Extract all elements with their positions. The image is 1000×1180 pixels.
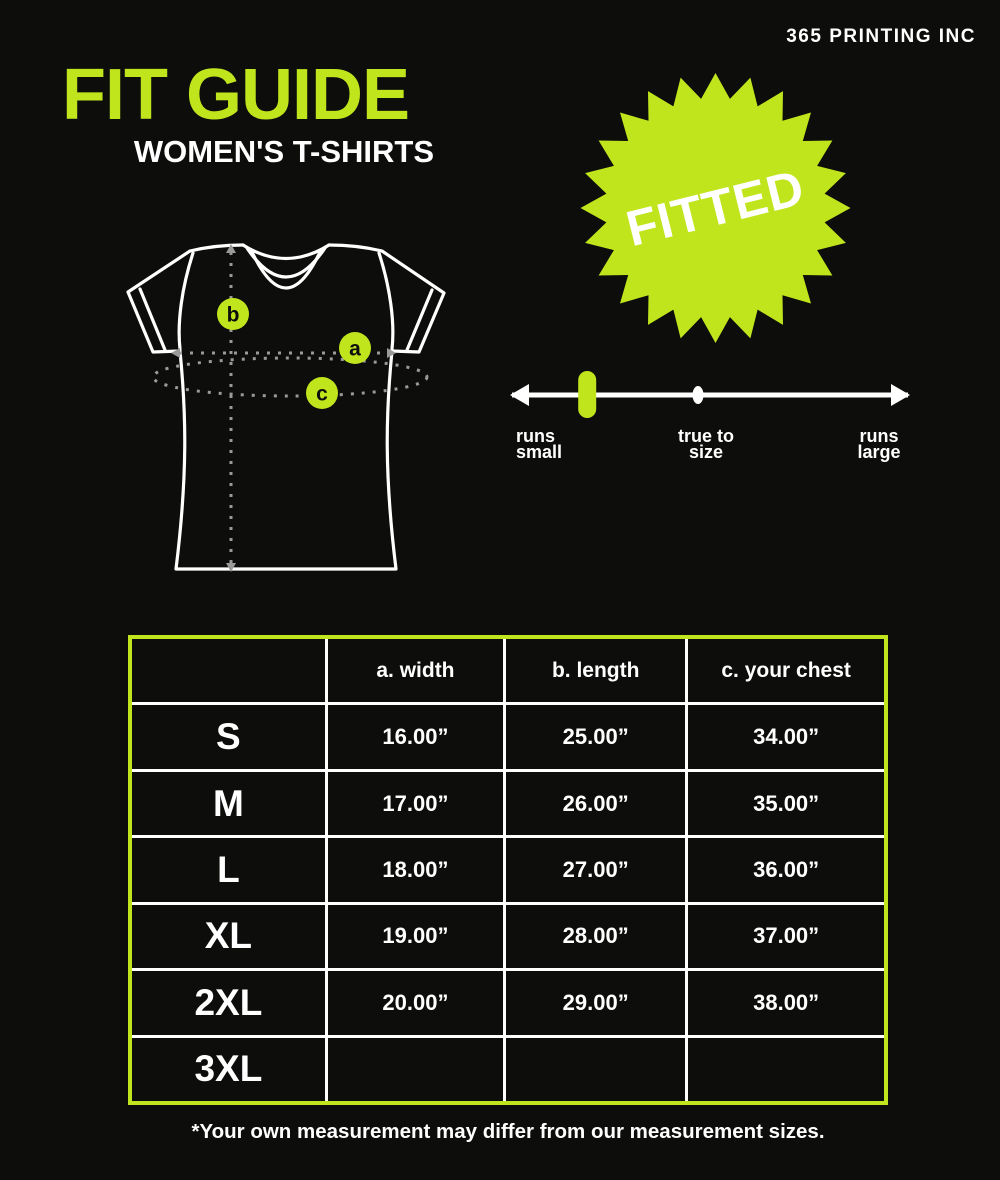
size-label: M	[132, 772, 325, 835]
page-title: FIT GUIDE	[62, 55, 409, 135]
chest-col-header: c. your chest	[688, 639, 884, 702]
chest-value: 35.00”	[688, 772, 884, 835]
size-label: L	[132, 838, 325, 901]
length-value: 28.00”	[506, 905, 685, 968]
tshirt-cuff-line-right	[407, 290, 432, 350]
size-label: S	[132, 705, 325, 768]
chest-value: 38.00”	[688, 971, 884, 1034]
scale-label-runs-large	[824, 426, 934, 462]
marker-b-label: b	[226, 303, 240, 327]
width-value: 18.00”	[328, 838, 503, 901]
width-value: 17.00”	[328, 772, 503, 835]
scale-label-line: large	[857, 441, 901, 462]
page-subtitle: WOMEN'S T-SHIRTS	[133, 134, 434, 169]
chest-measure-ellipse	[153, 358, 427, 396]
tshirt-diagram	[113, 222, 453, 577]
size-label: XL	[132, 905, 325, 968]
fitted-badge	[578, 68, 853, 348]
width-value: 16.00”	[328, 705, 503, 768]
length-value: 26.00”	[506, 772, 685, 835]
scale-marker	[578, 371, 596, 418]
scale-center-dot	[693, 386, 704, 404]
badge-label: FITTED	[620, 158, 811, 258]
arrow-left	[171, 348, 180, 358]
company-name: 365 PRINTING INC	[786, 26, 976, 47]
marker-a-label: a	[349, 337, 361, 361]
scale-label-line: small	[516, 441, 563, 462]
width-col-header: a. width	[328, 639, 503, 702]
scale-arrow-right	[891, 384, 910, 406]
size-table	[128, 635, 888, 1105]
scale-label-line: true to	[678, 426, 734, 446]
size-col-header	[132, 639, 325, 702]
length-value: 29.00”	[506, 971, 685, 1034]
scale-label-line: size	[688, 441, 724, 462]
tshirt-outline	[128, 245, 444, 569]
marker-c-label: c	[316, 382, 328, 406]
chest-value: 34.00”	[688, 705, 884, 768]
width-value	[328, 1038, 503, 1101]
tshirt-armhole-left	[179, 253, 193, 349]
scale-label-line: runs	[859, 426, 899, 446]
length-col-header: b. length	[506, 639, 685, 702]
length-value	[506, 1038, 685, 1101]
chest-value: 37.00”	[688, 905, 884, 968]
tshirt-cuff-line-left	[140, 289, 165, 350]
size-label: 3XL	[132, 1038, 325, 1101]
scale-arrow-left	[510, 384, 529, 406]
chest-value: 36.00”	[688, 838, 884, 901]
scale-label-true-to-size	[650, 426, 762, 462]
fit-scale	[505, 370, 915, 422]
width-value: 20.00”	[328, 971, 503, 1034]
scale-label-line: runs	[516, 426, 556, 446]
tshirt-armhole-right	[379, 253, 393, 349]
size-label: 2XL	[132, 971, 325, 1034]
footnote: *Your own measurement may differ from our measurement sizes.	[191, 1120, 825, 1143]
scale-label-runs-small	[516, 426, 563, 462]
chest-value	[688, 1038, 884, 1101]
width-value: 19.00”	[328, 905, 503, 968]
length-value: 27.00”	[506, 838, 685, 901]
length-value: 25.00”	[506, 705, 685, 768]
